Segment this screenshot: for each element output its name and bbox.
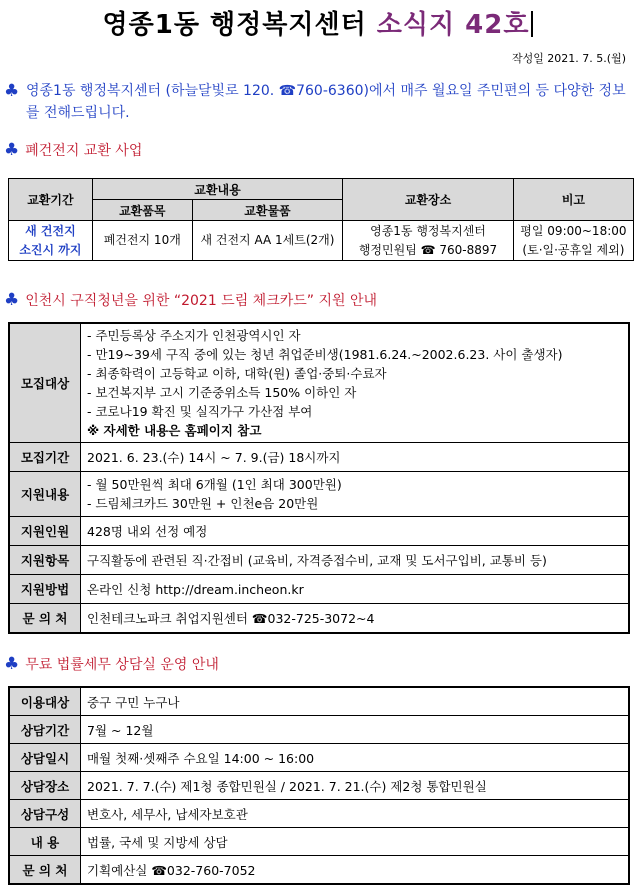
table-row: [9, 472, 629, 517]
legal-tax-table: [8, 686, 630, 885]
notice-text: ※ 자세한 내용은 홈페이지 참고: [87, 423, 262, 438]
cell-item: 폐건전지 10개: [92, 221, 192, 261]
row-value: 7월 ~ 12월: [81, 716, 630, 744]
row-label: 문 의 처: [9, 856, 81, 885]
table-row: [9, 744, 629, 772]
row-label: 모집대상: [9, 323, 81, 443]
row-label: 이용대상: [9, 687, 81, 716]
section-heading-battery: [4, 140, 142, 160]
cell-note: 평일 09:00~18:00 (토·일·공휴일 제외): [513, 221, 633, 261]
table-row: [9, 716, 629, 744]
text-cursor: [531, 11, 533, 37]
row-value: 2021. 6. 23.(수) 14시 ~ 7. 9.(금) 18시까지: [81, 443, 630, 472]
row-value: 2021. 7. 7.(수) 제1청 종합민원실 / 2021. 7. 21.(수) 제2청 통합민원실: [81, 772, 630, 800]
table-row: [9, 517, 629, 546]
row-value: 구직활동에 관련된 직·간접비 (교육비, 자격증접수비, 교재 및 도서구입비, 교통비 등): [81, 546, 630, 575]
row-label: 지원인원: [9, 517, 81, 546]
section-heading-legal-tax: [4, 654, 219, 674]
table-row: [9, 546, 629, 575]
cell-place: 영종1동 행정복지센터 행정민원팀 ☎ 760-8897: [343, 221, 514, 261]
row-label: 지원내용: [9, 472, 81, 517]
section-title: 폐건전지 교환 사업: [25, 143, 143, 159]
row-value: 중구 구민 누구나: [81, 687, 630, 716]
club-bullet-icon: ♣: [4, 140, 20, 160]
row-label: 지원항목: [9, 546, 81, 575]
row-value: 변호사, 세무사, 납세자보호관: [81, 800, 630, 828]
row-value: 법률, 국세 및 지방세 상담: [81, 828, 630, 856]
section-title: 인천시 구직청년을 위한 “2021 드림 체크카드” 지원 안내: [25, 293, 378, 309]
row-label: 상담기간: [9, 716, 81, 744]
table-row: [9, 575, 629, 604]
table-row: [9, 856, 629, 885]
section-heading-dream-card: [4, 290, 377, 310]
header-period: 교환기간: [9, 179, 93, 221]
row-value: 온라인 신청 http://dream.incheon.kr: [81, 575, 630, 604]
table-row: [9, 221, 634, 261]
intro-text: 영종1동 행정복지센터 (하늘달빛로 120. ☎760-6360)에서 매주 월요일 주민편의 등 다양한 정보를 전해드립니다.: [26, 83, 626, 121]
table-row: [9, 323, 629, 443]
row-value: 기획예산실 ☎032-760-7052: [81, 856, 630, 885]
page-title: [0, 4, 636, 41]
row-value: 인천테크노파크 취업지원센터 ☎032-725-3072~4: [81, 604, 630, 634]
title-issue: 소식지 42호: [376, 10, 530, 40]
row-value: 428명 내외 선정 예정: [81, 517, 630, 546]
cell-goods: 새 건전지 AA 1세트(2개): [192, 221, 342, 261]
intro-paragraph: [4, 80, 632, 124]
title-main: 영종1동 행정복지센터: [102, 10, 367, 40]
header-place: 교환장소: [343, 179, 514, 221]
table-row: [9, 687, 629, 716]
section-title: 무료 법률세무 상담실 운영 안내: [25, 657, 219, 673]
club-bullet-icon: ♣: [4, 81, 20, 101]
row-value: - 주민등록상 주소지가 인천광역시인 자 - 만19~39세 구직 중에 있는 청년 취업준비생(1981.6.24.~2002.6.23. 사이 출생자) - 최종학력이 고등학교 이하, 대학(원) 졸업·중퇴·수료자 - 보건복지부 고시 기준중위소득 150% 이하인 자 - 코로나19 확진 및 실직가구 가산점 부여 ※ 자세한 내용은 홈페이지 참고: [81, 323, 630, 443]
dream-card-table: [8, 322, 630, 634]
table-row: [9, 443, 629, 472]
row-label: 상담일시: [9, 744, 81, 772]
row-label: 상담구성: [9, 800, 81, 828]
club-bullet-icon: ♣: [4, 654, 20, 674]
row-label: 지원방법: [9, 575, 81, 604]
table-row: [9, 800, 629, 828]
row-label: 내 용: [9, 828, 81, 856]
cell-period: 새 건전지 소진시 까지: [9, 221, 93, 261]
table-row: [9, 828, 629, 856]
header-goods: 교환물품: [192, 200, 342, 221]
row-label: 문 의 처: [9, 604, 81, 634]
header-content: 교환내용: [92, 179, 342, 200]
issue-date: 작성일 2021. 7. 5.(월): [511, 52, 626, 65]
table-row: [9, 604, 629, 634]
header-note: 비고: [513, 179, 633, 221]
club-bullet-icon: ♣: [4, 290, 20, 310]
table-row: [9, 772, 629, 800]
row-label: 모집기간: [9, 443, 81, 472]
row-label: 상담장소: [9, 772, 81, 800]
row-value: - 월 50만원씩 최대 6개월 (1인 최대 300만원) - 드림체크카드 30만원 + 인천e음 20만원: [81, 472, 630, 517]
header-item: 교환품목: [92, 200, 192, 221]
battery-exchange-table: [8, 178, 634, 261]
row-value: 매월 첫째·셋째주 수요일 14:00 ~ 16:00: [81, 744, 630, 772]
